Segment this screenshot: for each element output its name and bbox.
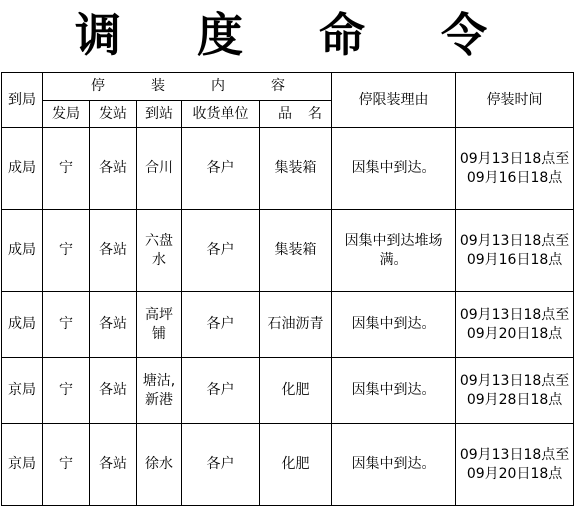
table-row xyxy=(2,210,574,292)
time-to: 09月16日18点 xyxy=(466,169,563,186)
cell-send-bureau: 宁 xyxy=(43,292,90,358)
time-from: 09月13日18点至 xyxy=(459,232,570,249)
cell-send-station: 各站 xyxy=(90,292,137,358)
header-consignee: 收货单位 xyxy=(182,101,260,128)
cell-reason: 因集中到达堆场满。 xyxy=(332,210,456,292)
cell-stop-time xyxy=(456,424,574,506)
cell-arrive-station: 六盘水 xyxy=(137,210,182,292)
cell-stop-time xyxy=(456,358,574,424)
cell-arrive-bureau: 京局 xyxy=(2,358,43,424)
cell-stop-time xyxy=(456,292,574,358)
cell-send-station: 各站 xyxy=(90,424,137,506)
cell-reason: 因集中到达。 xyxy=(332,358,456,424)
cell-send-bureau: 宁 xyxy=(43,424,90,506)
cell-reason: 因集中到达。 xyxy=(332,128,456,210)
dispatch-command-table xyxy=(1,72,574,506)
table-row xyxy=(2,358,574,424)
cell-arrive-station: 高坪铺 xyxy=(137,292,182,358)
cell-send-station: 各站 xyxy=(90,358,137,424)
cell-goods-name: 石油沥青 xyxy=(260,292,332,358)
cell-goods-name: 化肥 xyxy=(260,358,332,424)
time-to: 09月20日18点 xyxy=(466,465,563,482)
time-from: 09月13日18点至 xyxy=(459,306,570,323)
cell-send-bureau: 宁 xyxy=(43,210,90,292)
header-send-bureau: 发局 xyxy=(43,101,90,128)
time-from: 09月13日18点至 xyxy=(459,150,570,167)
table-row xyxy=(2,128,574,210)
cell-send-bureau: 宁 xyxy=(43,358,90,424)
cell-consignee: 各户 xyxy=(182,128,260,210)
cell-send-station: 各站 xyxy=(90,128,137,210)
header-stop-time: 停装时间 xyxy=(456,73,574,128)
cell-stop-time xyxy=(456,128,574,210)
header-row-top xyxy=(2,73,574,101)
time-to: 09月28日18点 xyxy=(466,391,563,408)
header-reason: 停限装理由 xyxy=(332,73,456,128)
cell-consignee: 各户 xyxy=(182,358,260,424)
document-title: 调 度 命 令 xyxy=(74,8,518,62)
header-arrive-station: 到站 xyxy=(137,101,182,128)
cell-arrive-station: 合川 xyxy=(137,128,182,210)
cell-reason: 因集中到达。 xyxy=(332,424,456,506)
cell-reason: 因集中到达。 xyxy=(332,292,456,358)
cell-arrive-bureau: 成局 xyxy=(2,292,43,358)
header-arrive-bureau: 到局 xyxy=(2,73,43,128)
cell-stop-time xyxy=(456,210,574,292)
cell-arrive-bureau: 京局 xyxy=(2,424,43,506)
cell-goods-name: 集装箱 xyxy=(260,128,332,210)
cell-arrive-station: 塘沽,新港 xyxy=(137,358,182,424)
cell-arrive-bureau: 成局 xyxy=(2,128,43,210)
header-goods-name: 品名 xyxy=(260,101,332,128)
table-row xyxy=(2,292,574,358)
cell-consignee: 各户 xyxy=(182,292,260,358)
time-to: 09月20日18点 xyxy=(466,325,563,342)
time-from: 09月13日18点至 xyxy=(459,372,570,389)
header-send-station: 发站 xyxy=(90,101,137,128)
cell-arrive-bureau: 成局 xyxy=(2,210,43,292)
cell-arrive-station: 徐水 xyxy=(137,424,182,506)
cell-consignee: 各户 xyxy=(182,210,260,292)
time-to: 09月16日18点 xyxy=(466,251,563,268)
cell-send-station: 各站 xyxy=(90,210,137,292)
time-from: 09月13日18点至 xyxy=(459,446,570,463)
cell-consignee: 各户 xyxy=(182,424,260,506)
header-stop-content: 停装内容 xyxy=(43,73,332,101)
cell-goods-name: 集装箱 xyxy=(260,210,332,292)
cell-send-bureau: 宁 xyxy=(43,128,90,210)
cell-goods-name: 化肥 xyxy=(260,424,332,506)
table-row xyxy=(2,424,574,506)
